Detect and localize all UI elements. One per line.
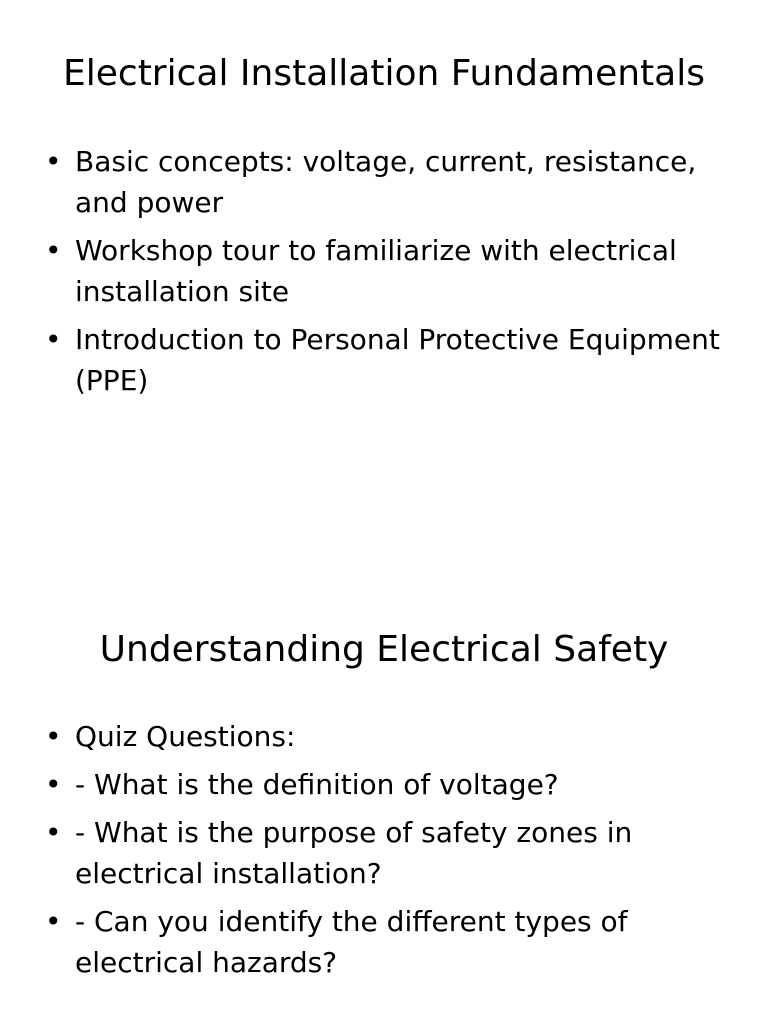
bullet-icon: •: [45, 720, 62, 753]
slide-2-bullet-3: [45, 812, 725, 894]
slide-2-title: Understanding Electrical Safety: [99, 629, 669, 670]
bullet-icon: •: [45, 145, 62, 178]
bullet-text: - What is the purpose of safety zones in electrical installation?: [75, 816, 633, 890]
bullet-text: Workshop tour to familiarize with electrical installation site: [75, 234, 677, 308]
slide-2-bullet-list: [45, 716, 725, 990]
slide-2-bullet-2: [45, 764, 725, 805]
bullet-icon: •: [45, 905, 62, 938]
slide-2-bullet-4: [45, 901, 725, 983]
bullet-icon: •: [45, 816, 62, 849]
slide-1-bullet-3: [45, 319, 725, 401]
bullet-text: - Can you identify the different types of electrical hazards?: [75, 905, 628, 979]
slide-2-bullet-1: [45, 716, 725, 757]
bullet-text: - What is the definition of voltage?: [75, 768, 559, 801]
bullet-icon: •: [45, 323, 62, 356]
slide-2: [0, 512, 768, 1024]
bullet-icon: •: [45, 234, 62, 267]
bullet-text: Introduction to Personal Protective Equipment (PPE): [75, 323, 720, 397]
slide-1-bullet-2: [45, 230, 725, 312]
slide-1-bullet-1: [45, 141, 725, 223]
bullet-icon: •: [45, 768, 62, 801]
bullet-text: Basic concepts: voltage, current, resistance, and power: [75, 145, 697, 219]
slide-1-title: Electrical Installation Fundamentals: [63, 53, 705, 94]
bullet-text: Quiz Questions:: [75, 720, 296, 753]
slide-1-bullet-list: [45, 141, 725, 408]
